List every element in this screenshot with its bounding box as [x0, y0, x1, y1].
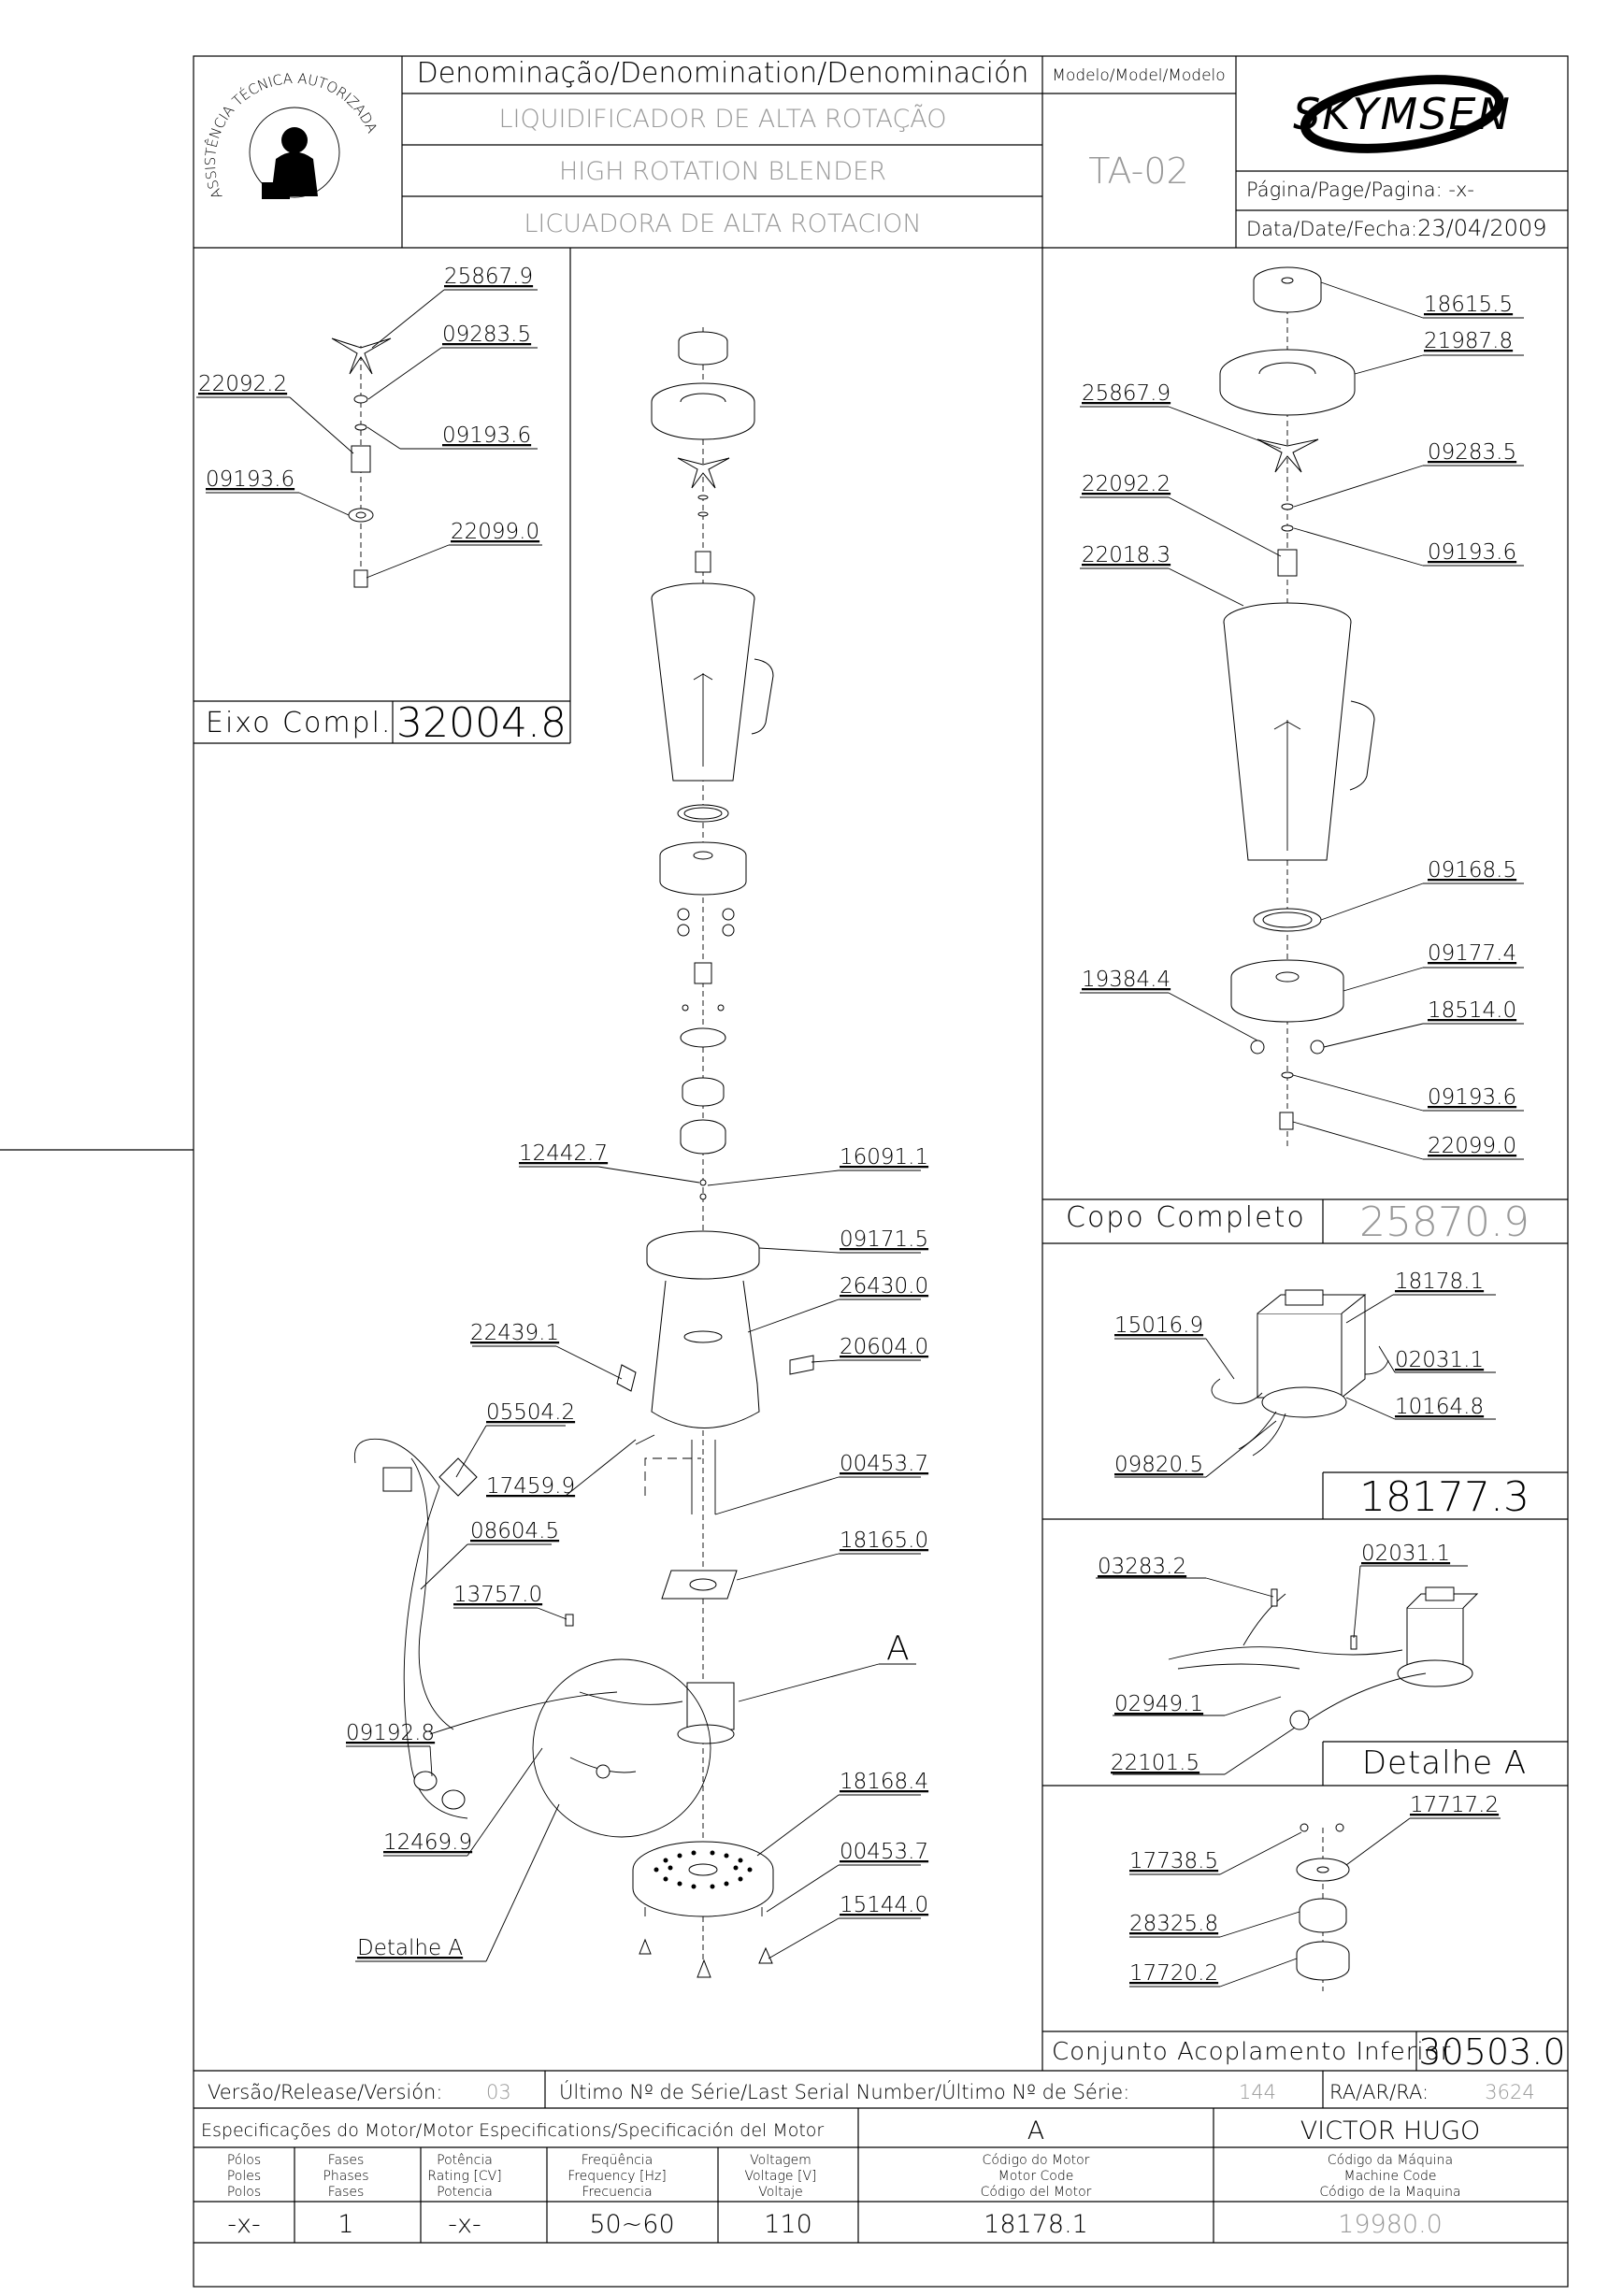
copo-part-label: 09168.5	[1428, 858, 1517, 883]
brand-name: SKYMSEN	[1293, 89, 1512, 139]
acoplamento-code: 30503.0	[1418, 2031, 1566, 2073]
spec-header: Frequency [Hz]	[567, 2169, 667, 2184]
spec-header: Poles	[226, 2169, 262, 2184]
detalhe-part-label: 22101.5	[1111, 1751, 1200, 1775]
main-part-label: 22439.1	[470, 1321, 560, 1345]
eixo-part-label: 22099.0	[451, 520, 540, 544]
model-value: TA-02	[1088, 151, 1189, 192]
spec-header: Fases	[327, 2153, 365, 2168]
copo-part-label: 22092.2	[1082, 472, 1171, 496]
motor-part-label: 15016.9	[1114, 1313, 1204, 1338]
copo-part-label: 09177.4	[1428, 941, 1517, 966]
eixo-part-label: 25867.9	[444, 265, 534, 289]
spec-header: Polos	[226, 2185, 262, 2200]
panel-eixo	[194, 248, 570, 747]
copo-part-label: 19384.4	[1082, 968, 1171, 992]
main-exploded-view	[346, 327, 928, 1977]
copo-part-label: 22018.3	[1082, 543, 1171, 567]
brand-logo	[1293, 69, 1512, 160]
eixo-part-label: 22092.2	[198, 372, 288, 396]
main-part-label: 12442.7	[519, 1141, 609, 1166]
spec-header: Machine Code	[1343, 2169, 1437, 2184]
acoplamento-part-label: 17717.2	[1410, 1793, 1500, 1817]
main-part-label: 00453.7	[840, 1452, 929, 1476]
motor-letter: A	[1027, 2117, 1045, 2145]
main-part-label: 13757.0	[453, 1583, 543, 1607]
spec-header: Código do Motor	[982, 2153, 1090, 2168]
spec-header: Código de la Maquina	[1319, 2185, 1461, 2200]
date-label: Data/Date/Fecha:23/04/2009	[1246, 215, 1547, 241]
main-part-label: 18168.4	[840, 1770, 929, 1794]
acoplamento-part-label: 28325.8	[1129, 1912, 1219, 1936]
eixo-part-label: 09193.6	[442, 423, 532, 448]
title-block	[194, 56, 1568, 248]
spec-header: Potência	[437, 2153, 493, 2168]
detalhe-drawing	[1096, 1542, 1477, 1775]
detalhe-part-label: 02031.1	[1361, 1542, 1451, 1566]
detalhe-title: Detalhe A	[1361, 1744, 1528, 1782]
motor-code: 18177.3	[1359, 1473, 1530, 1521]
seal-logo	[202, 70, 381, 202]
spec-header: Pólos	[226, 2153, 262, 2168]
copo-part-label: 09283.5	[1428, 440, 1517, 465]
engineer-name: VICTOR HUGO	[1300, 2117, 1481, 2145]
detail-letter: A	[886, 1629, 910, 1668]
name-pt: LIQUIDIFICADOR DE ALTA ROTAÇÃO	[498, 105, 947, 134]
copo-part-label: 22099.0	[1428, 1134, 1517, 1158]
spec-value: 1	[338, 2210, 354, 2239]
main-part-label: 09192.8	[346, 1721, 436, 1745]
page-label: Página/Page/Pagina: -x-	[1246, 179, 1475, 201]
main-part-label: 05504.2	[486, 1400, 576, 1425]
copo-drawing	[1080, 267, 1524, 1159]
spec-header: Freqüência	[581, 2153, 654, 2168]
spec-header: Código da Máquina	[1327, 2153, 1454, 2168]
model-label: Modelo/Model/Modelo	[1052, 66, 1226, 85]
eixo-code: 32004.8	[396, 699, 567, 747]
main-part-label: 09171.5	[840, 1227, 929, 1252]
detail-label: Detalhe A	[357, 1936, 464, 1960]
seal-text: ASSISTÊNCIA TÉCNICA AUTORIZADA	[201, 69, 381, 202]
detalhe-part-label: 02949.1	[1114, 1692, 1204, 1716]
main-part-label: 08604.5	[470, 1519, 560, 1543]
copo-part-label: 18514.0	[1428, 998, 1517, 1023]
motor-part-label: 09820.5	[1114, 1453, 1204, 1477]
copo-title: Copo Completo	[1066, 1201, 1306, 1234]
ra-label: RA/AR/RA:	[1329, 2081, 1429, 2103]
spec-header: Rating [CV]	[427, 2169, 502, 2184]
spec-header: Voltagem	[750, 2153, 812, 2168]
copo-part-label: 09193.6	[1428, 1085, 1517, 1110]
acoplamento-part-label: 17738.5	[1129, 1849, 1219, 1873]
copo-part-label: 18615.5	[1424, 293, 1514, 317]
motor-drawing	[1114, 1270, 1496, 1477]
version-value: 03	[486, 2081, 511, 2103]
copo-code: 25870.9	[1359, 1198, 1530, 1246]
ra-value: 3624	[1485, 2081, 1535, 2103]
spec-value: 110	[764, 2210, 812, 2239]
main-part-label: 12469.9	[383, 1830, 473, 1855]
spec-value: 50~60	[589, 2210, 675, 2239]
name-es: LICUADORA DE ALTA ROTACION	[524, 209, 922, 238]
spec-header: Phases	[323, 2169, 369, 2184]
acoplamento-title: Conjunto Acoplamento Inferior	[1052, 2038, 1452, 2066]
acoplamento-drawing	[1129, 1793, 1501, 1991]
spec-header: Fases	[327, 2185, 365, 2200]
eixo-part-label: 09283.5	[442, 323, 532, 347]
spec-header: Motor Code	[998, 2169, 1074, 2184]
main-part-label: 15144.0	[840, 1893, 929, 1917]
copo-part-label: 09193.6	[1428, 540, 1517, 565]
copo-part-label: 21987.8	[1424, 329, 1514, 353]
spec-value: 18178.1	[984, 2210, 1088, 2239]
serial-value: 144	[1238, 2081, 1277, 2103]
name-en: HIGH ROTATION BLENDER	[559, 157, 886, 186]
spec-value: 19980.0	[1338, 2210, 1443, 2239]
copo-part-label: 25867.9	[1082, 381, 1171, 406]
eixo-part-label: 09193.6	[206, 467, 295, 492]
spec-header: Frecuencia	[582, 2185, 653, 2200]
spec-value: -x-	[448, 2210, 481, 2239]
spec-header: Potencia	[437, 2185, 493, 2200]
spec-value: -x-	[227, 2210, 261, 2239]
version-label: Versão/Release/Versión:	[208, 2081, 443, 2103]
spec-header: Código del Motor	[980, 2185, 1092, 2200]
main-part-label: 26430.0	[840, 1274, 929, 1299]
footer-block	[194, 2071, 1568, 2243]
main-part-label: 20604.0	[840, 1335, 929, 1359]
denomination-label: Denominação/Denomination/Denominación	[416, 57, 1029, 90]
spec-header: Voltaje	[758, 2185, 803, 2200]
motor-part-label: 18178.1	[1395, 1270, 1485, 1294]
motor-part-label: 10164.8	[1395, 1395, 1485, 1419]
motor-spec-label: Especificações do Motor/Motor Especifications/Specificación del Motor	[201, 2120, 825, 2141]
detalhe-part-label: 03283.2	[1098, 1555, 1187, 1579]
main-part-label: 00453.7	[840, 1840, 929, 1864]
acoplamento-part-label: 17720.2	[1129, 1961, 1219, 1986]
eixo-title: Eixo Compl.	[206, 707, 393, 739]
motor-part-label: 02031.1	[1395, 1348, 1485, 1372]
main-part-label: 16091.1	[840, 1145, 929, 1170]
main-part-label: 18165.0	[840, 1528, 929, 1553]
spec-table	[227, 2153, 1461, 2239]
serial-label: Último Nº de Série/Last Serial Number/Último Nº de Série:	[559, 2081, 1130, 2103]
spec-header: Voltage [V]	[744, 2169, 817, 2184]
main-part-label: 17459.9	[486, 1474, 576, 1499]
